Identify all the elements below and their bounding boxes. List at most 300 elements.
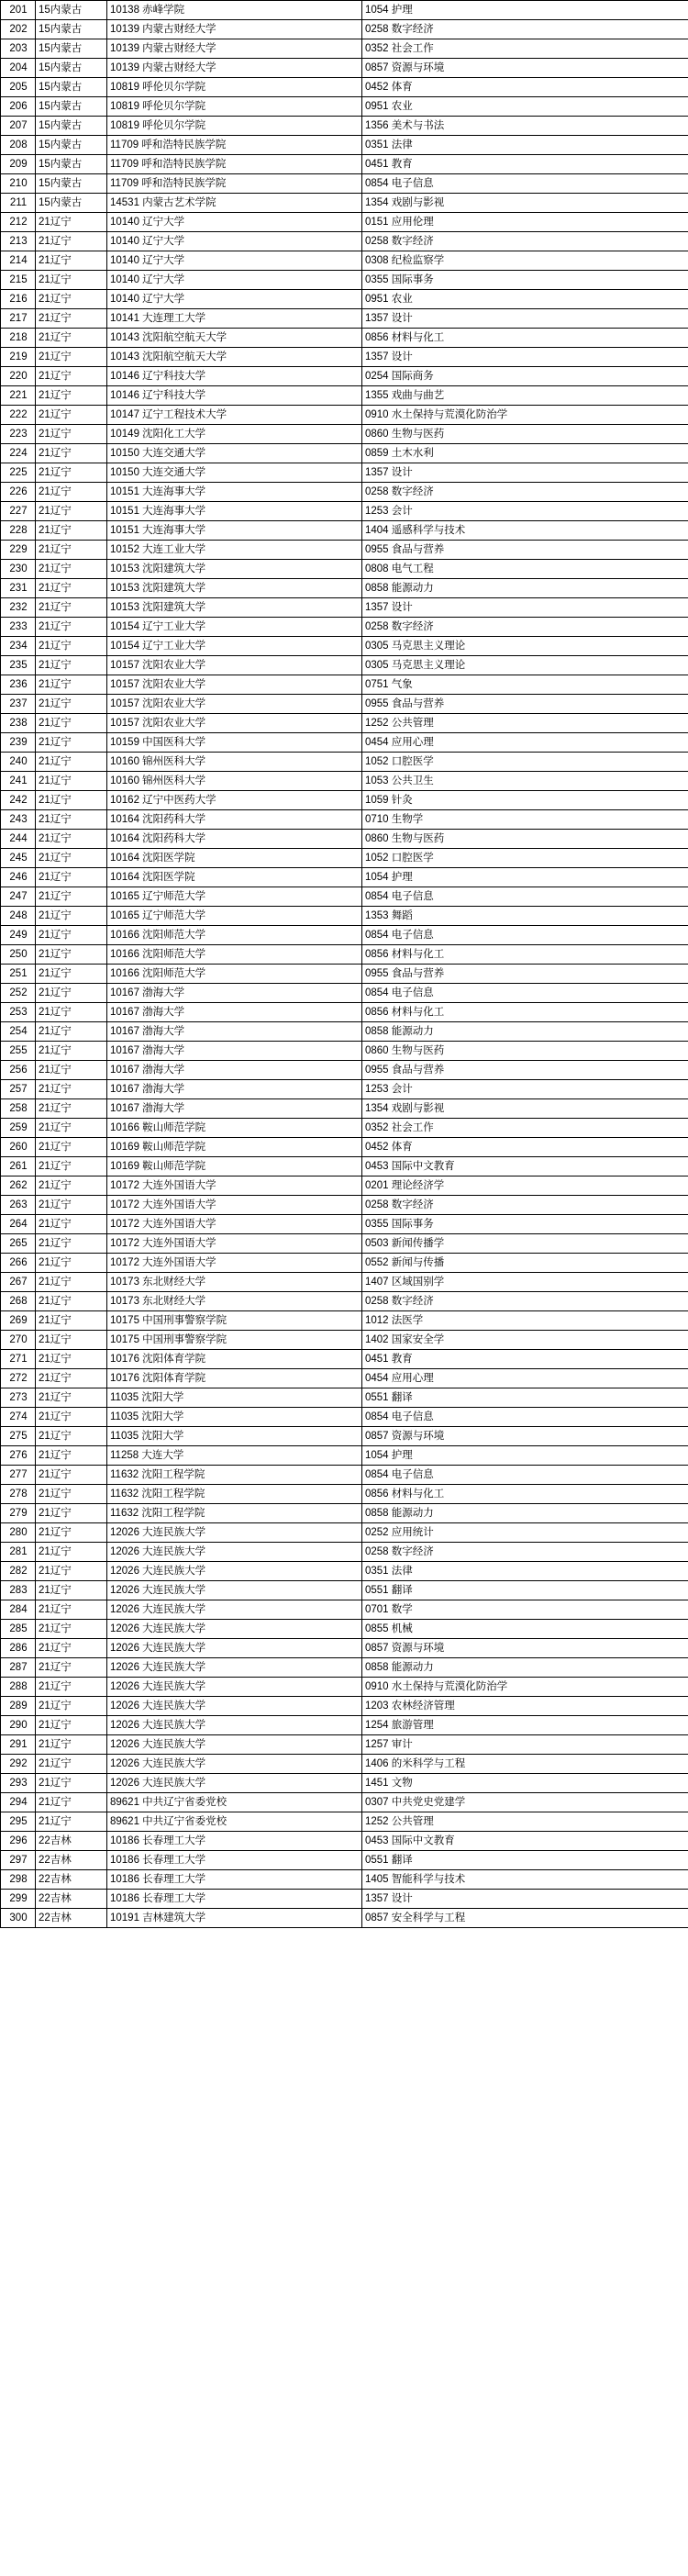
cell-school: 10166 沈阳师范大学 [107, 926, 362, 945]
cell-index: 234 [1, 637, 36, 656]
table-row [1, 39, 688, 59]
cell-index: 254 [1, 1022, 36, 1042]
cell-province: 21辽宁 [36, 1022, 107, 1042]
cell-province: 22吉林 [36, 1909, 107, 1928]
cell-province: 21辽宁 [36, 907, 107, 926]
cell-index: 267 [1, 1273, 36, 1292]
table-row [1, 695, 688, 714]
cell-school: 10165 辽宁师范大学 [107, 907, 362, 926]
cell-province: 21辽宁 [36, 1273, 107, 1292]
cell-province: 15内蒙古 [36, 194, 107, 213]
cell-school: 10819 呼伦贝尔学院 [107, 117, 362, 136]
table-row [1, 1061, 688, 1080]
cell-major: 0910 水土保持与荒漠化防治学 [362, 406, 688, 425]
cell-province: 21辽宁 [36, 926, 107, 945]
cell-province: 21辽宁 [36, 598, 107, 618]
cell-index: 294 [1, 1793, 36, 1812]
cell-school: 10157 沈阳农业大学 [107, 695, 362, 714]
cell-school: 10141 大连理工大学 [107, 309, 362, 329]
cell-school: 10165 辽宁师范大学 [107, 887, 362, 907]
table-row [1, 1099, 688, 1119]
cell-index: 229 [1, 541, 36, 560]
cell-province: 21辽宁 [36, 1311, 107, 1331]
table-row [1, 1427, 688, 1446]
cell-index: 285 [1, 1620, 36, 1639]
table-row [1, 965, 688, 984]
cell-index: 282 [1, 1562, 36, 1581]
table-row [1, 1735, 688, 1755]
cell-province: 15内蒙古 [36, 78, 107, 97]
table-row [1, 1, 688, 20]
table-row [1, 444, 688, 463]
cell-province: 21辽宁 [36, 1215, 107, 1234]
cell-school: 11258 大连大学 [107, 1446, 362, 1466]
table-row [1, 367, 688, 386]
cell-major: 0551 翻译 [362, 1581, 688, 1600]
cell-major: 1357 设计 [362, 1890, 688, 1909]
cell-school: 11709 呼和浩特民族学院 [107, 174, 362, 194]
cell-index: 228 [1, 521, 36, 541]
table-row [1, 1909, 688, 1928]
cell-index: 247 [1, 887, 36, 907]
cell-major: 0857 资源与环境 [362, 1639, 688, 1658]
cell-province: 21辽宁 [36, 1774, 107, 1793]
cell-province: 21辽宁 [36, 1350, 107, 1369]
cell-school: 12026 大连民族大学 [107, 1639, 362, 1658]
cell-province: 21辽宁 [36, 1523, 107, 1543]
table-row [1, 1620, 688, 1639]
cell-school: 12026 大连民族大学 [107, 1697, 362, 1716]
table-row [1, 155, 688, 174]
cell-major: 0854 电子信息 [362, 887, 688, 907]
cell-school: 10172 大连外国语大学 [107, 1176, 362, 1196]
table-row [1, 1446, 688, 1466]
table-row [1, 425, 688, 444]
cell-index: 219 [1, 348, 36, 367]
cell-school: 12026 大连民族大学 [107, 1523, 362, 1543]
cell-school: 12026 大连民族大学 [107, 1678, 362, 1697]
cell-major: 0258 数字经济 [362, 1292, 688, 1311]
cell-province: 21辽宁 [36, 213, 107, 232]
cell-index: 227 [1, 502, 36, 521]
cell-major: 0751 气象 [362, 675, 688, 695]
cell-school: 10167 渤海大学 [107, 1022, 362, 1042]
cell-school: 12026 大连民族大学 [107, 1735, 362, 1755]
cell-school: 89621 中共辽宁省委党校 [107, 1793, 362, 1812]
table-row [1, 772, 688, 791]
cell-school: 10160 锦州医科大学 [107, 772, 362, 791]
table-row [1, 1119, 688, 1138]
cell-province: 21辽宁 [36, 502, 107, 521]
table-row [1, 232, 688, 251]
cell-province: 21辽宁 [36, 329, 107, 348]
cell-province: 21辽宁 [36, 1562, 107, 1581]
cell-major: 0351 法律 [362, 1562, 688, 1581]
table-row [1, 945, 688, 965]
table-row [1, 1215, 688, 1234]
cell-major: 1052 口腔医学 [362, 849, 688, 868]
cell-index: 263 [1, 1196, 36, 1215]
cell-major: 0858 能源动力 [362, 1022, 688, 1042]
cell-school: 10154 辽宁工业大学 [107, 618, 362, 637]
cell-major: 1053 公共卫生 [362, 772, 688, 791]
cell-major: 0305 马克思主义理论 [362, 637, 688, 656]
cell-index: 212 [1, 213, 36, 232]
cell-province: 21辽宁 [36, 541, 107, 560]
cell-major: 0451 教育 [362, 1350, 688, 1369]
cell-index: 232 [1, 598, 36, 618]
cell-province: 15内蒙古 [36, 136, 107, 155]
cell-school: 10186 长春理工大学 [107, 1870, 362, 1890]
cell-major: 1054 护理 [362, 1446, 688, 1466]
cell-major: 0307 中共党史党建学 [362, 1793, 688, 1812]
cell-major: 0860 生物与医药 [362, 830, 688, 849]
cell-major: 0854 电子信息 [362, 1466, 688, 1485]
cell-major: 1402 国家安全学 [362, 1331, 688, 1350]
cell-index: 230 [1, 560, 36, 579]
cell-province: 21辽宁 [36, 1157, 107, 1176]
cell-index: 268 [1, 1292, 36, 1311]
cell-index: 240 [1, 753, 36, 772]
cell-province: 21辽宁 [36, 1812, 107, 1832]
cell-index: 280 [1, 1523, 36, 1543]
table-row [1, 1581, 688, 1600]
cell-index: 262 [1, 1176, 36, 1196]
table-row [1, 521, 688, 541]
cell-school: 10143 沈阳航空航天大学 [107, 348, 362, 367]
cell-major: 0854 电子信息 [362, 174, 688, 194]
cell-major: 1012 法医学 [362, 1311, 688, 1331]
cell-province: 22吉林 [36, 1851, 107, 1870]
cell-major: 0258 数字经济 [362, 20, 688, 39]
table-row [1, 406, 688, 425]
cell-province: 21辽宁 [36, 830, 107, 849]
cell-province: 21辽宁 [36, 887, 107, 907]
cell-province: 22吉林 [36, 1832, 107, 1851]
cell-index: 259 [1, 1119, 36, 1138]
cell-major: 0453 国际中文教育 [362, 1832, 688, 1851]
table-row [1, 1485, 688, 1504]
cell-school: 10166 鞍山师范学院 [107, 1119, 362, 1138]
cell-province: 15内蒙古 [36, 59, 107, 78]
table-row [1, 251, 688, 271]
cell-school: 10172 大连外国语大学 [107, 1215, 362, 1234]
cell-index: 207 [1, 117, 36, 136]
cell-major: 1357 设计 [362, 463, 688, 483]
table-row [1, 1408, 688, 1427]
cell-school: 10151 大连海事大学 [107, 483, 362, 502]
cell-school: 10167 渤海大学 [107, 984, 362, 1003]
cell-province: 21辽宁 [36, 1504, 107, 1523]
cell-province: 21辽宁 [36, 483, 107, 502]
table-row [1, 213, 688, 232]
cell-major: 0201 理论经济学 [362, 1176, 688, 1196]
cell-index: 243 [1, 810, 36, 830]
cell-province: 15内蒙古 [36, 1, 107, 20]
cell-index: 281 [1, 1543, 36, 1562]
table-row [1, 907, 688, 926]
cell-province: 21辽宁 [36, 290, 107, 309]
cell-index: 217 [1, 309, 36, 329]
cell-major: 0858 能源动力 [362, 579, 688, 598]
cell-school: 10172 大连外国语大学 [107, 1196, 362, 1215]
cell-major: 1254 旅游管理 [362, 1716, 688, 1735]
cell-index: 237 [1, 695, 36, 714]
cell-index: 233 [1, 618, 36, 637]
cell-major: 0951 农业 [362, 290, 688, 309]
cell-index: 226 [1, 483, 36, 502]
cell-province: 21辽宁 [36, 1716, 107, 1735]
cell-province: 21辽宁 [36, 810, 107, 830]
table-row [1, 463, 688, 483]
table-row [1, 1273, 688, 1292]
cell-school: 10173 东北财经大学 [107, 1292, 362, 1311]
table-row [1, 97, 688, 117]
cell-province: 21辽宁 [36, 772, 107, 791]
cell-index: 231 [1, 579, 36, 598]
table-row [1, 1138, 688, 1157]
cell-school: 12026 大连民族大学 [107, 1620, 362, 1639]
table-row [1, 1042, 688, 1061]
cell-major: 0857 资源与环境 [362, 1427, 688, 1446]
cell-major: 0451 教育 [362, 155, 688, 174]
table-row [1, 1870, 688, 1890]
cell-school: 10140 辽宁大学 [107, 232, 362, 251]
cell-school: 10819 呼伦贝尔学院 [107, 78, 362, 97]
table-row [1, 753, 688, 772]
table-row [1, 1196, 688, 1215]
cell-major: 0710 生物学 [362, 810, 688, 830]
cell-school: 10819 呼伦贝尔学院 [107, 97, 362, 117]
table-row [1, 1022, 688, 1042]
table-row [1, 20, 688, 39]
cell-index: 204 [1, 59, 36, 78]
cell-province: 21辽宁 [36, 1254, 107, 1273]
cell-school: 10138 赤峰学院 [107, 1, 362, 20]
cell-school: 10147 辽宁工程技术大学 [107, 406, 362, 425]
table-row [1, 194, 688, 213]
cell-province: 21辽宁 [36, 1003, 107, 1022]
cell-province: 21辽宁 [36, 1600, 107, 1620]
cell-province: 21辽宁 [36, 1119, 107, 1138]
cell-school: 10152 大连工业大学 [107, 541, 362, 560]
cell-province: 21辽宁 [36, 1042, 107, 1061]
cell-province: 21辽宁 [36, 271, 107, 290]
cell-major: 0551 翻译 [362, 1388, 688, 1408]
cell-province: 21辽宁 [36, 1292, 107, 1311]
cell-major: 0856 材料与化工 [362, 1485, 688, 1504]
cell-index: 284 [1, 1600, 36, 1620]
table-row [1, 598, 688, 618]
cell-province: 21辽宁 [36, 521, 107, 541]
cell-province: 21辽宁 [36, 1080, 107, 1099]
table-row [1, 309, 688, 329]
cell-province: 21辽宁 [36, 945, 107, 965]
cell-province: 21辽宁 [36, 1061, 107, 1080]
cell-index: 269 [1, 1311, 36, 1331]
cell-index: 295 [1, 1812, 36, 1832]
cell-province: 21辽宁 [36, 1581, 107, 1600]
cell-province: 21辽宁 [36, 1446, 107, 1466]
cell-province: 21辽宁 [36, 695, 107, 714]
cell-province: 21辽宁 [36, 579, 107, 598]
cell-school: 10167 渤海大学 [107, 1042, 362, 1061]
cell-major: 1407 区域国别学 [362, 1273, 688, 1292]
cell-major: 0308 纪检监察学 [362, 251, 688, 271]
table-row [1, 1157, 688, 1176]
table-row [1, 1562, 688, 1581]
cell-index: 286 [1, 1639, 36, 1658]
cell-major: 1406 的米科学与工程 [362, 1755, 688, 1774]
table-row [1, 1369, 688, 1388]
cell-major: 0258 数字经济 [362, 1196, 688, 1215]
cell-major: 0355 国际事务 [362, 1215, 688, 1234]
cell-major: 0860 生物与医药 [362, 425, 688, 444]
cell-major: 1054 护理 [362, 1, 688, 20]
cell-province: 21辽宁 [36, 753, 107, 772]
cell-index: 257 [1, 1080, 36, 1099]
cell-major: 0860 生物与医药 [362, 1042, 688, 1061]
cell-school: 11709 呼和浩特民族学院 [107, 155, 362, 174]
cell-major: 0452 体育 [362, 1138, 688, 1157]
cell-index: 215 [1, 271, 36, 290]
cell-province: 21辽宁 [36, 1176, 107, 1196]
cell-province: 21辽宁 [36, 1755, 107, 1774]
table-row [1, 1774, 688, 1793]
cell-major: 0355 国际事务 [362, 271, 688, 290]
cell-index: 225 [1, 463, 36, 483]
cell-province: 21辽宁 [36, 984, 107, 1003]
cell-school: 10140 辽宁大学 [107, 271, 362, 290]
cell-school: 11709 呼和浩特民族学院 [107, 136, 362, 155]
cell-major: 0955 食品与营养 [362, 1061, 688, 1080]
cell-index: 206 [1, 97, 36, 117]
cell-index: 209 [1, 155, 36, 174]
cell-province: 21辽宁 [36, 1138, 107, 1157]
cell-school: 10157 沈阳农业大学 [107, 714, 362, 733]
table-row [1, 1176, 688, 1196]
cell-major: 0151 应用伦理 [362, 213, 688, 232]
cell-school: 12026 大连民族大学 [107, 1581, 362, 1600]
cell-index: 256 [1, 1061, 36, 1080]
cell-province: 21辽宁 [36, 1543, 107, 1562]
cell-index: 242 [1, 791, 36, 810]
cell-index: 210 [1, 174, 36, 194]
cell-index: 264 [1, 1215, 36, 1234]
table-row [1, 1678, 688, 1697]
cell-major: 0951 农业 [362, 97, 688, 117]
cell-index: 300 [1, 1909, 36, 1928]
table-row [1, 618, 688, 637]
cell-index: 202 [1, 20, 36, 39]
cell-index: 299 [1, 1890, 36, 1909]
table-row [1, 1311, 688, 1331]
cell-major: 1357 设计 [362, 598, 688, 618]
cell-index: 260 [1, 1138, 36, 1157]
cell-school: 12026 大连民族大学 [107, 1755, 362, 1774]
cell-index: 211 [1, 194, 36, 213]
cell-school: 10146 辽宁科技大学 [107, 386, 362, 406]
table-row [1, 1003, 688, 1022]
cell-index: 201 [1, 1, 36, 20]
table-row [1, 868, 688, 887]
cell-school: 10164 沈阳医学院 [107, 868, 362, 887]
cell-major: 1355 戏曲与曲艺 [362, 386, 688, 406]
cell-major: 0552 新闻与传播 [362, 1254, 688, 1273]
cell-major: 1404 遥感科学与技术 [362, 521, 688, 541]
cell-province: 21辽宁 [36, 675, 107, 695]
cell-major: 1354 戏剧与影视 [362, 194, 688, 213]
cell-major: 1257 审计 [362, 1735, 688, 1755]
cell-index: 272 [1, 1369, 36, 1388]
cell-school: 11632 沈阳工程学院 [107, 1504, 362, 1523]
cell-major: 0701 数学 [362, 1600, 688, 1620]
cell-province: 15内蒙古 [36, 155, 107, 174]
cell-school: 10191 吉林建筑大学 [107, 1909, 362, 1928]
cell-province: 21辽宁 [36, 444, 107, 463]
cell-major: 0955 食品与营养 [362, 695, 688, 714]
table-row [1, 174, 688, 194]
cell-index: 220 [1, 367, 36, 386]
cell-major: 0856 材料与化工 [362, 329, 688, 348]
cell-province: 21辽宁 [36, 1234, 107, 1254]
cell-school: 12026 大连民族大学 [107, 1562, 362, 1581]
cell-major: 0551 翻译 [362, 1851, 688, 1870]
cell-major: 0453 国际中文教育 [362, 1157, 688, 1176]
cell-province: 21辽宁 [36, 309, 107, 329]
cell-school: 10186 长春理工大学 [107, 1832, 362, 1851]
cell-index: 224 [1, 444, 36, 463]
cell-index: 274 [1, 1408, 36, 1427]
cell-index: 283 [1, 1581, 36, 1600]
cell-major: 0955 食品与营养 [362, 541, 688, 560]
cell-index: 221 [1, 386, 36, 406]
cell-province: 21辽宁 [36, 965, 107, 984]
table-row [1, 483, 688, 502]
cell-school: 10167 渤海大学 [107, 1003, 362, 1022]
table-row [1, 1350, 688, 1369]
cell-school: 12026 大连民族大学 [107, 1716, 362, 1735]
cell-major: 1052 口腔医学 [362, 753, 688, 772]
cell-province: 21辽宁 [36, 348, 107, 367]
cell-province: 21辽宁 [36, 1196, 107, 1215]
cell-index: 258 [1, 1099, 36, 1119]
table-row [1, 1523, 688, 1543]
cell-province: 21辽宁 [36, 560, 107, 579]
cell-school: 10153 沈阳建筑大学 [107, 579, 362, 598]
cell-major: 0258 数字经济 [362, 1543, 688, 1562]
cell-major: 0351 法律 [362, 136, 688, 155]
table-row [1, 733, 688, 753]
cell-province: 21辽宁 [36, 791, 107, 810]
cell-province: 21辽宁 [36, 1639, 107, 1658]
cell-school: 10175 中国刑事警察学院 [107, 1311, 362, 1331]
cell-major: 0858 能源动力 [362, 1504, 688, 1523]
cell-index: 235 [1, 656, 36, 675]
cell-province: 15内蒙古 [36, 117, 107, 136]
cell-school: 10151 大连海事大学 [107, 521, 362, 541]
cell-province: 22吉林 [36, 1870, 107, 1890]
cell-province: 21辽宁 [36, 618, 107, 637]
table-row [1, 117, 688, 136]
table-row [1, 1793, 688, 1812]
cell-province: 21辽宁 [36, 1099, 107, 1119]
cell-index: 246 [1, 868, 36, 887]
cell-major: 0454 应用心理 [362, 1369, 688, 1388]
cell-school: 89621 中共辽宁省委党校 [107, 1812, 362, 1832]
cell-index: 205 [1, 78, 36, 97]
cell-province: 21辽宁 [36, 1369, 107, 1388]
